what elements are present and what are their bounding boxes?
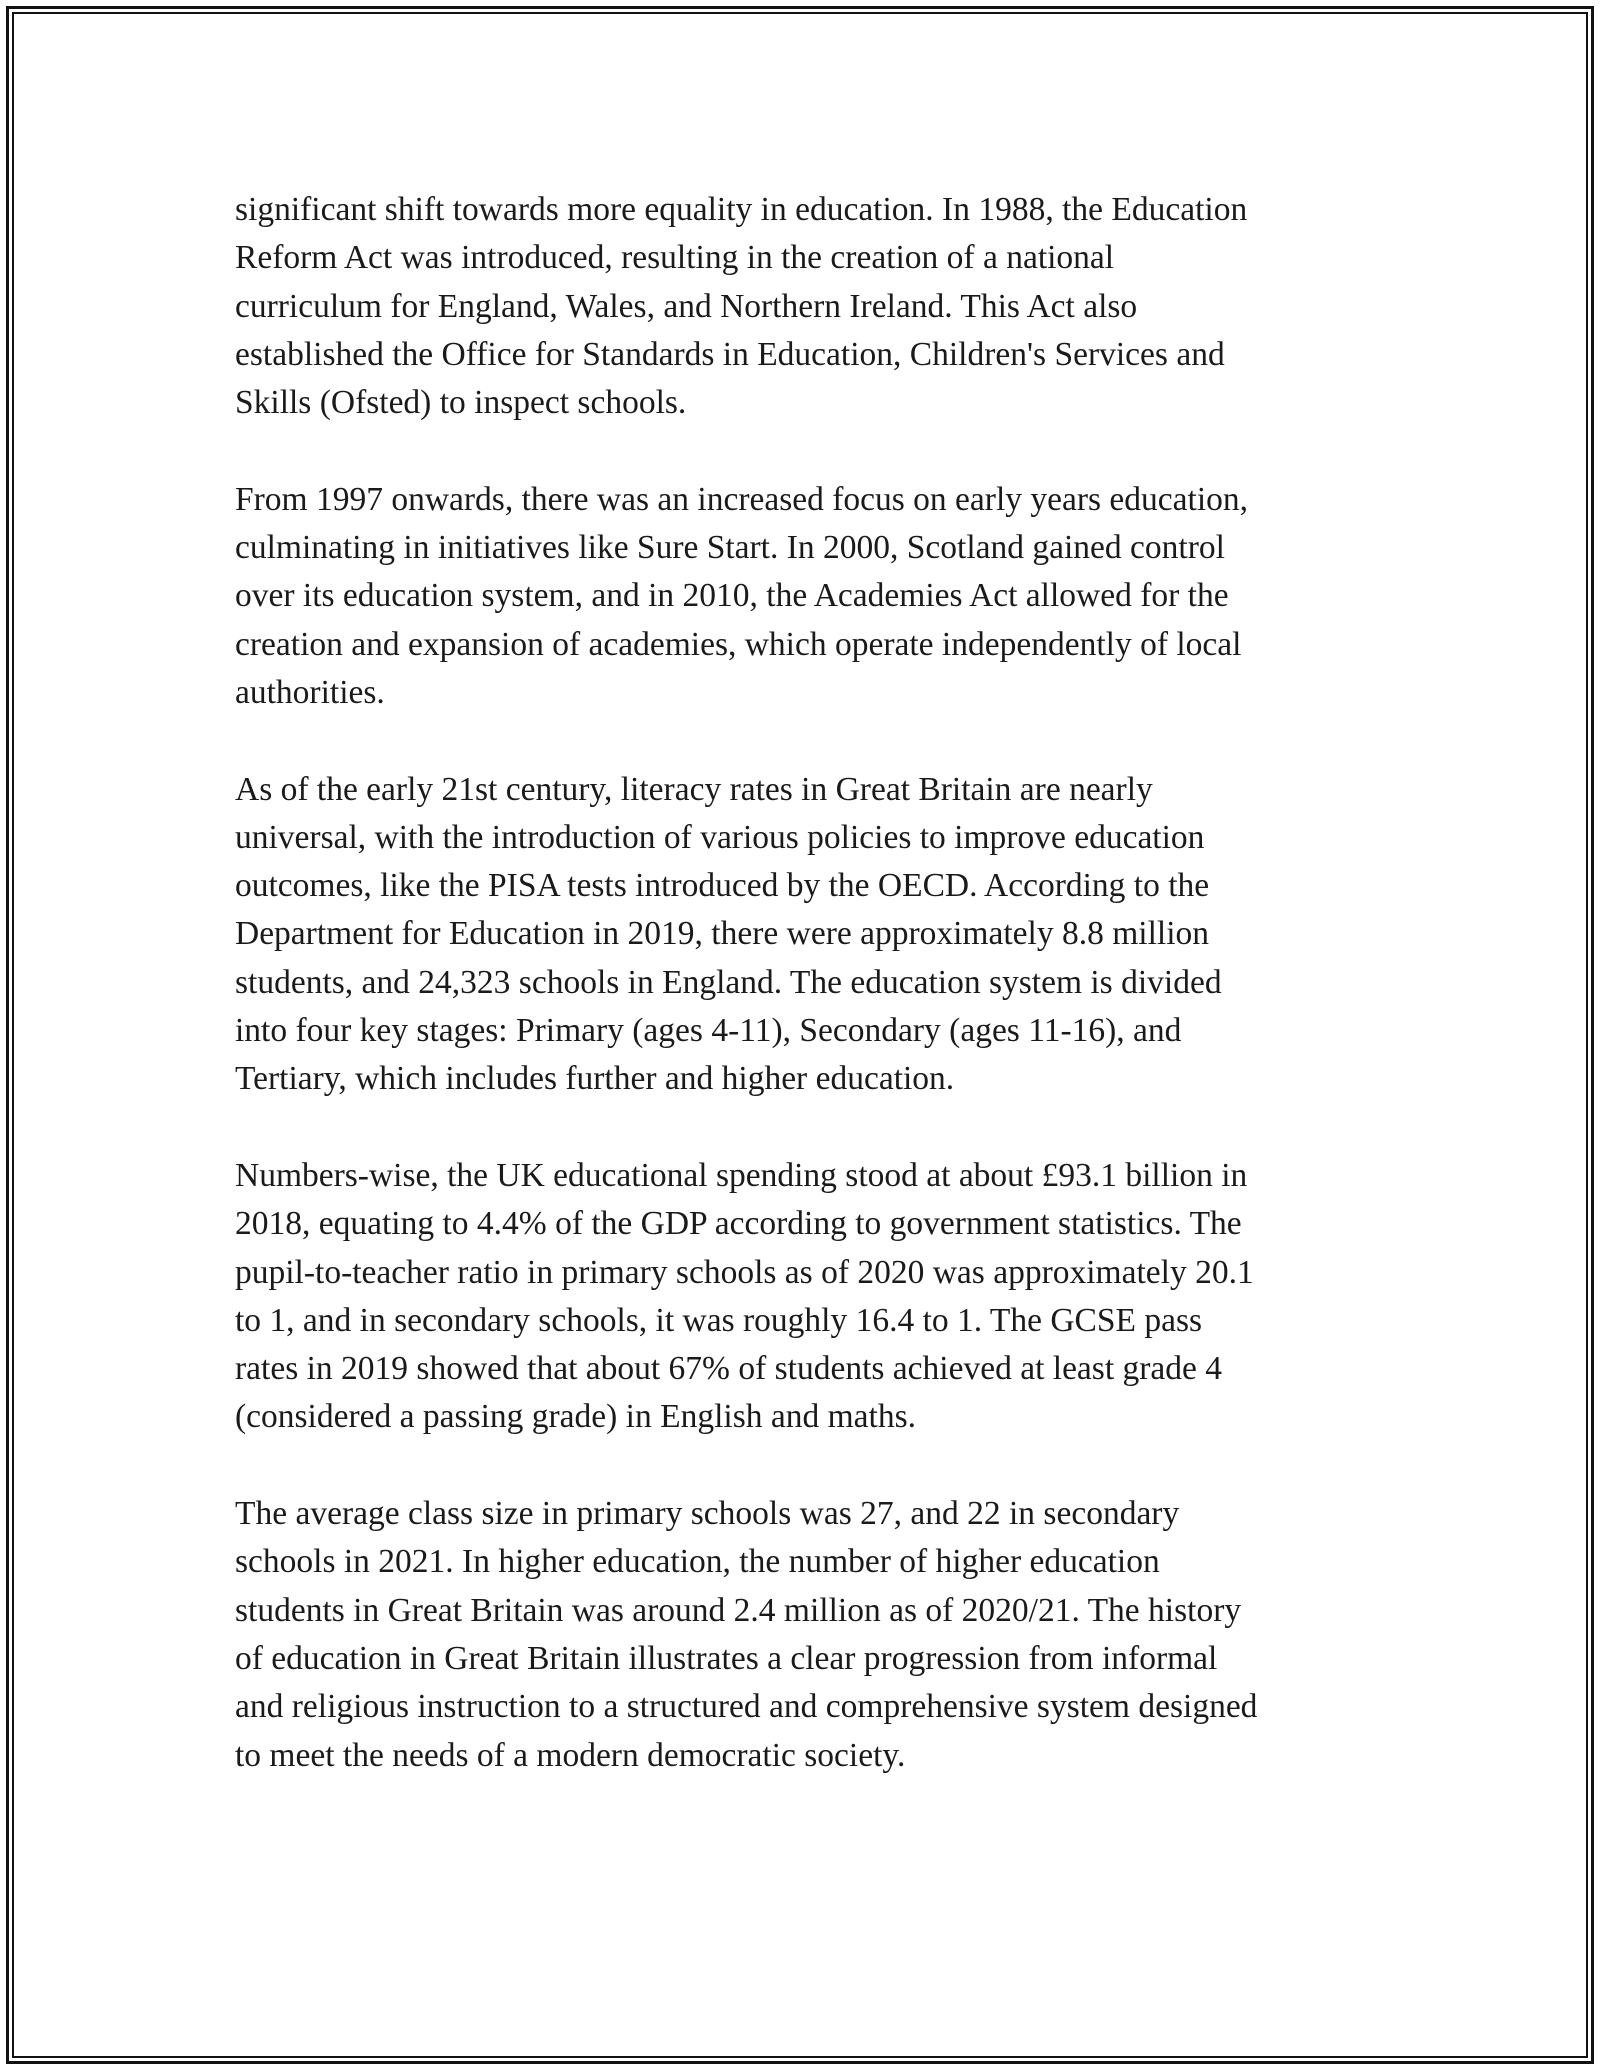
text-line: Department for Education in 2019, there were approximately 8.8 million [235, 915, 1210, 953]
text-line: curriculum for England, Wales, and Northern Ireland. This Act also [235, 287, 1138, 325]
text-line: Numbers-wise, the UK educational spending stood at about £93.1 billion in [235, 1156, 1248, 1194]
text-line: culminating in initiatives like Sure Start. In 2000, Scotland gained control [235, 529, 1225, 567]
text-line: creation and expansion of academies, which operate independently of local [235, 625, 1242, 663]
text-line: significant shift towards more equality in education. In 1988, the Education [235, 191, 1248, 228]
text-line: Skills (Ofsted) to inspect schools. [235, 384, 687, 422]
text-line: to meet the needs of a modern democratic society. [235, 1736, 906, 1774]
paragraph-spending [235, 1152, 1365, 1442]
text-line: over its education system, and in 2010, the Academies Act allowed for the [235, 577, 1229, 615]
text-line: rates in 2019 showed that about 67% of students achieved at least grade 4 [235, 1350, 1223, 1388]
text-line: outcomes, like the PISA tests introduced by the OECD. According to the [235, 867, 1210, 905]
text-line: to 1, and in secondary schools, it was roughly 16.4 to 1. The GCSE pass [235, 1301, 1203, 1339]
text-line: 2018, equating to 4.4% of the GDP according to government statistics. The [235, 1205, 1242, 1243]
text-line: (considered a passing grade) in English and maths. [235, 1398, 916, 1436]
document-body [235, 186, 1365, 1780]
text-line: Reform Act was introduced, resulting in the creation of a national [235, 239, 1115, 277]
text-line: Tertiary, which includes further and higher education. [235, 1060, 955, 1098]
text-line: From 1997 onwards, there was an increased focus on early years education, [235, 480, 1249, 518]
text-line: established the Office for Standards in Education, Children's Services and [235, 335, 1225, 373]
text-line: students in Great Britain was around 2.4 million as of 2020/21. The history [235, 1591, 1242, 1629]
text-line: schools in 2021. In higher education, the number of higher education [235, 1543, 1160, 1581]
text-line: students, and 24,323 schools in England. The education system is divided [235, 963, 1222, 1001]
paragraph-ofsted [235, 186, 1365, 427]
text-line: and religious instruction to a structured and comprehensive system designed [235, 1688, 1258, 1726]
text-line: of education in Great Britain illustrates a clear progression from informal [235, 1639, 1218, 1677]
text-line: into four key stages: Primary (ages 4-11), Secondary (ages 11-16), and [235, 1012, 1182, 1050]
paragraph-literacy [235, 766, 1365, 1104]
text-line: authorities. [235, 673, 385, 711]
text-line: universal, with the introduction of various policies to improve education [235, 818, 1205, 856]
paragraph-early-years [235, 476, 1365, 717]
text-line: As of the early 21st century, literacy rates in Great Britain are nearly [235, 770, 1153, 808]
text-line: pupil-to-teacher ratio in primary schools as of 2020 was approximately 20.1 [235, 1253, 1254, 1291]
text-line: The average class size in primary schools was 27, and 22 in secondary [235, 1495, 1180, 1533]
paragraph-class-size [235, 1490, 1365, 1780]
